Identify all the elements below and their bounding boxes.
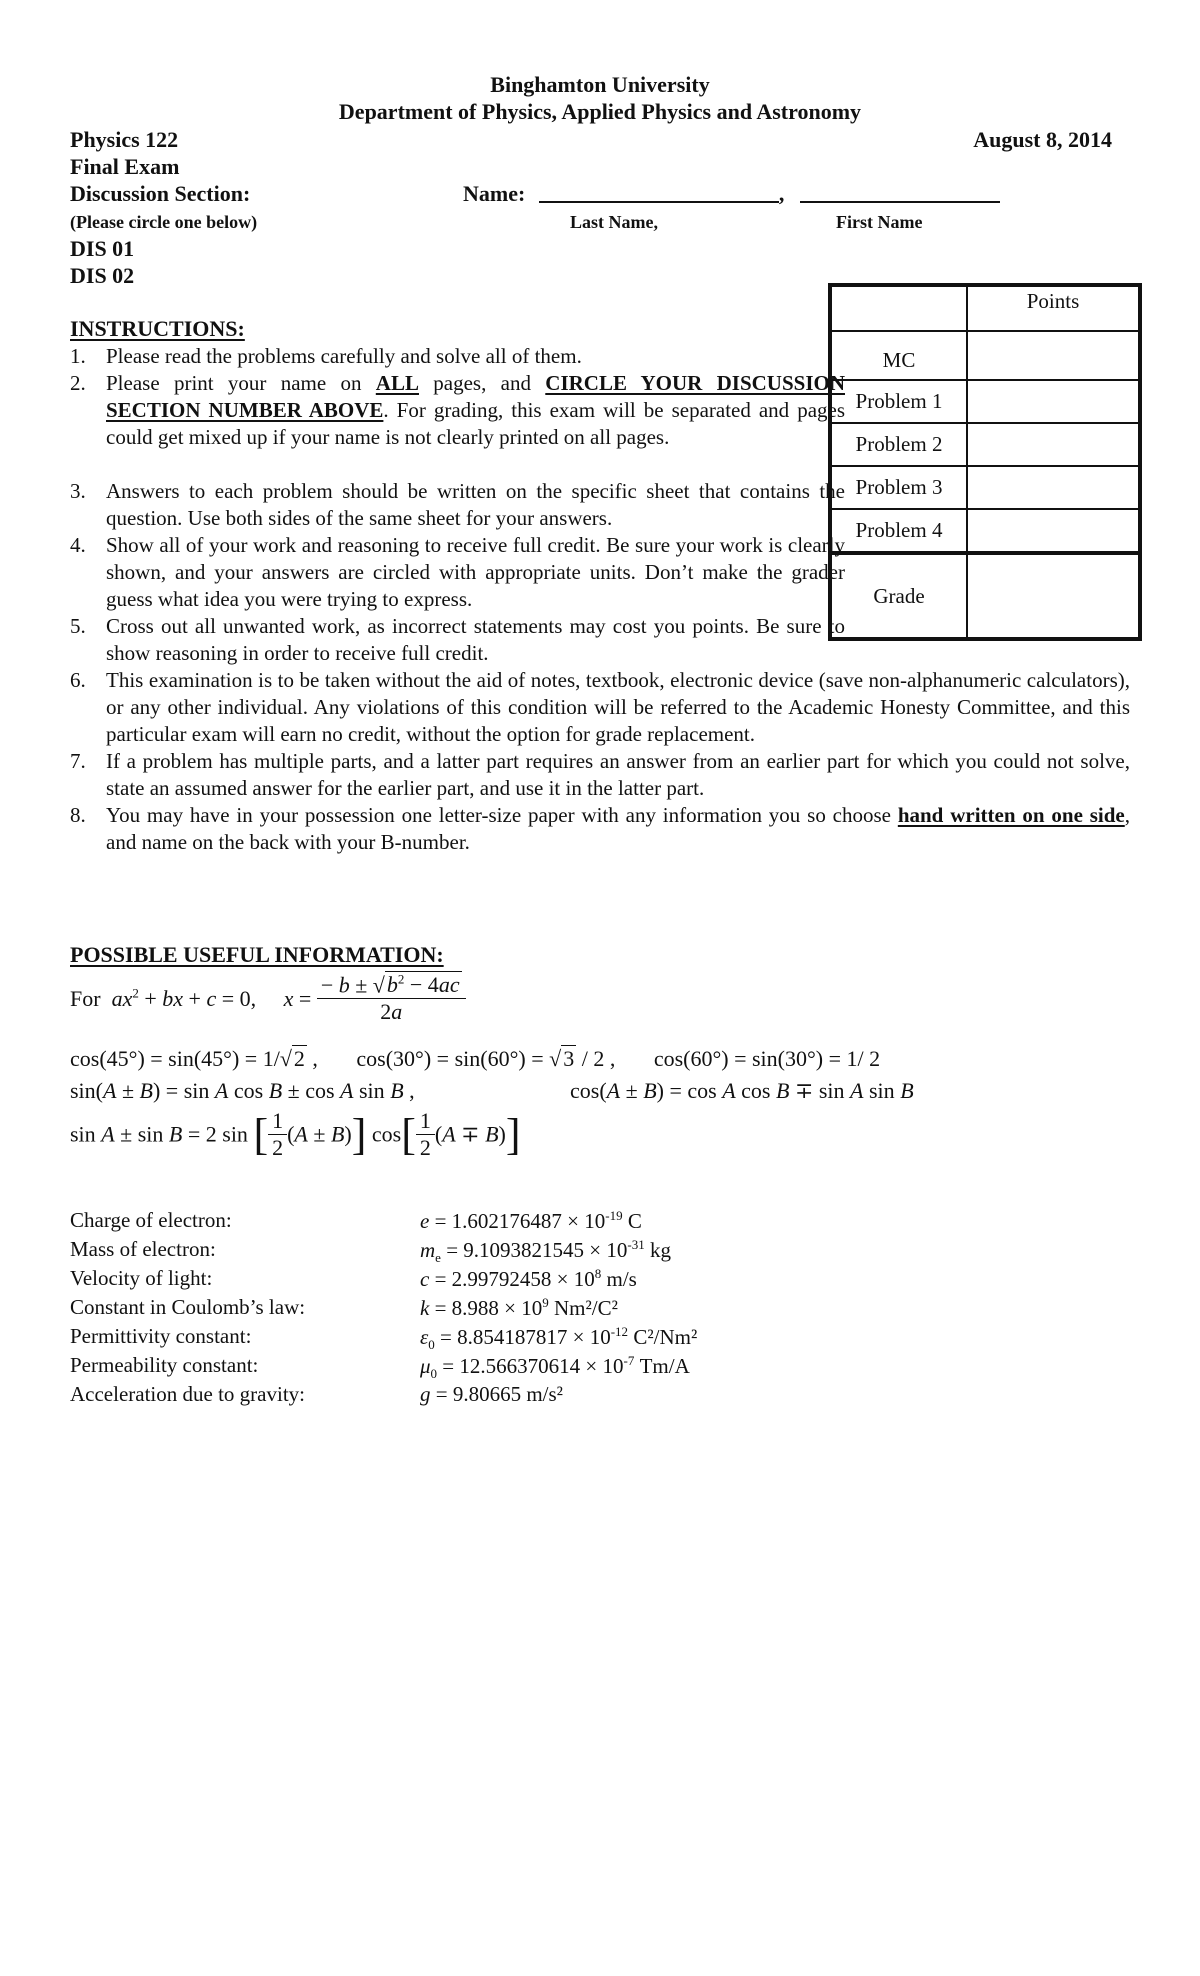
instruction-text xyxy=(106,370,845,451)
instruction-num: 1. xyxy=(70,344,86,368)
points-cell-problem-2 xyxy=(967,423,1140,466)
instruction-text: Show all of your work and reasoning to receive full credit. Be sure your work is clearly shown, and your answers are circled with appropriate units. Don’t make the grader guess what idea you were trying to express. xyxy=(106,533,845,611)
row-label-problem-2: Problem 2 xyxy=(830,423,967,466)
trig-values-line: cos(45°) = sin(45°) = 1/√2 , cos(30°) = sin(60°) = √3 / 2 , cos(60°) = sin(30°) = 1/ 2 xyxy=(70,1046,881,1071)
constant-value: $m_e = 9.1093821545 \times 10^{-31}$ kg xyxy=(420,1237,671,1266)
constant-label: Acceleration due to gravity: xyxy=(70,1382,305,1406)
discussion-section-label: Discussion Section: xyxy=(70,181,251,206)
row-label-problem-1: Problem 1 xyxy=(830,380,967,423)
points-cell-problem-3 xyxy=(967,466,1140,509)
constant-value: $c = 2.99792458 \times 10^8$ m/s xyxy=(420,1266,637,1291)
instruction-num: 7. xyxy=(70,749,86,773)
constant-label: Velocity of light: xyxy=(70,1266,213,1290)
points-cell-problem-4 xyxy=(967,509,1140,553)
row-label-problem-4: Problem 4 xyxy=(830,509,967,553)
emphasis-circle-section: CIRCLE YOUR DISCUSSION SECTION NUMBER ABOVE xyxy=(106,371,845,422)
name-line: Name: , xyxy=(463,181,1000,207)
row-label-mc: MC xyxy=(830,331,967,380)
instructions-title: INSTRUCTIONS: xyxy=(70,316,245,341)
circle-note: (Please circle one below) xyxy=(70,212,258,232)
points-cell-mc xyxy=(967,331,1140,380)
instruction-text: If a problem has multiple parts, and a latter part requires an answer from an earlier part for which you could not solve, state an assumed answer for the earlier part, and use it in the latter part. xyxy=(106,749,1130,800)
constant-value: g = 9.80665 m/s² xyxy=(420,1382,563,1406)
first-name-blank[interactable] xyxy=(800,181,1000,203)
instruction-num: 6. xyxy=(70,668,86,692)
constant-label: Constant in Coulomb’s law: xyxy=(70,1295,306,1319)
instruction-num: 5. xyxy=(70,614,86,638)
instruction-text: Cross out all unwanted work, as incorrect statements may cost you points. Be sure to show reasoning in order to receive full credit. xyxy=(106,614,845,665)
grade-table-corner xyxy=(830,285,967,331)
constant-label: Mass of electron: xyxy=(70,1237,216,1261)
points-header: Points xyxy=(967,285,1140,331)
instruction-text-part: . For grading, this exam will be separated and pages could get mixed up if your name is not clearly printed on all pages. xyxy=(106,398,846,449)
row-label-grade: Grade xyxy=(830,553,967,639)
exam-title: Final Exam xyxy=(70,154,180,179)
points-cell-grade xyxy=(967,553,1140,639)
constant-label: Charge of electron: xyxy=(70,1208,232,1232)
last-name-blank[interactable] xyxy=(539,181,779,203)
first-name-label: First Name xyxy=(836,212,923,232)
instruction-text xyxy=(106,802,1130,856)
constant-value: $e = 1.602176487 \times 10^{-19}$ C xyxy=(420,1208,642,1233)
instruction-num: 3. xyxy=(70,479,86,503)
instruction-text: Please read the problems carefully and solve all of them. xyxy=(106,344,582,368)
instruction-text-part: You may have in your possession one letter-size paper with any information you so choose xyxy=(106,803,898,827)
name-label: Name: xyxy=(463,181,526,206)
instruction-text-part: Please print your name on xyxy=(106,371,376,395)
university-name: Binghamton University xyxy=(490,72,710,97)
emphasis-all: ALL xyxy=(375,371,419,395)
sum-angle-cos: cos(A ± B) = cos A cos B ∓ sin A sin B xyxy=(570,1078,914,1103)
points-cell-problem-1 xyxy=(967,380,1140,423)
instruction-num: 8. xyxy=(70,803,86,827)
last-name-label: Last Name, xyxy=(570,212,658,232)
instruction-text: This examination is to be taken without the aid of notes, textbook, electronic device (save non-alphanumeric calculators), or any other individual. Any violations of this condition will be referred to the Academic Honesty Committee, and this particular exam will earn no credit, without the option for grade replacement. xyxy=(106,668,1130,746)
section-dis-02[interactable]: DIS 02 xyxy=(70,263,135,288)
exam-date: August 8, 2014 xyxy=(973,127,1112,152)
constant-value: $\varepsilon_0 = 8.854187817 \times 10^{-12}$ C²/Nm² xyxy=(420,1324,698,1353)
emphasis-hand-written: hand written on one side xyxy=(897,803,1125,827)
section-dis-01[interactable]: DIS 01 xyxy=(70,236,135,261)
sum-angle-sin: sin(A ± B) = sin A cos B ± cos A sin B , xyxy=(70,1078,415,1103)
course-title: Physics 122 xyxy=(70,127,179,152)
row-label-problem-3: Problem 3 xyxy=(830,466,967,509)
department-name: Department of Physics, Applied Physics and Astronomy xyxy=(338,99,862,124)
grade-table xyxy=(828,283,1142,641)
useful-info-title: POSSIBLE USEFUL INFORMATION: xyxy=(70,942,444,967)
quadratic-formula: For $ax^2$ + bx + c = 0, x = $\frac{- b \pm √b^2 - 4ac}{2a}$ xyxy=(70,972,466,1025)
instruction-num: 4. xyxy=(70,533,86,557)
constant-label: Permeability constant: xyxy=(70,1353,259,1377)
constant-value: $k = 8.988 \times 10^9$ Nm²/C² xyxy=(420,1295,618,1320)
instruction-text-part: pages, and xyxy=(418,371,546,395)
constant-value: $\mu_0 = 12.566370614 \times 10^{-7}$ Tm/A xyxy=(420,1353,690,1382)
constant-label: Permittivity constant: xyxy=(70,1324,252,1348)
instruction-num: 2. xyxy=(70,371,86,395)
instruction-text-part: , and name on the back with your B-number. xyxy=(106,803,1130,854)
sum-to-product: sin A ± sin B = 2 sin [ $\frac{1}{2}$ (A ± B)] cos[ $\frac{1}{2}$ (A ∓ B)] xyxy=(70,1108,521,1160)
instruction-text: Answers to each problem should be written on the specific sheet that contains the question. Use both sides of the same sheet for your answers. xyxy=(106,479,845,530)
